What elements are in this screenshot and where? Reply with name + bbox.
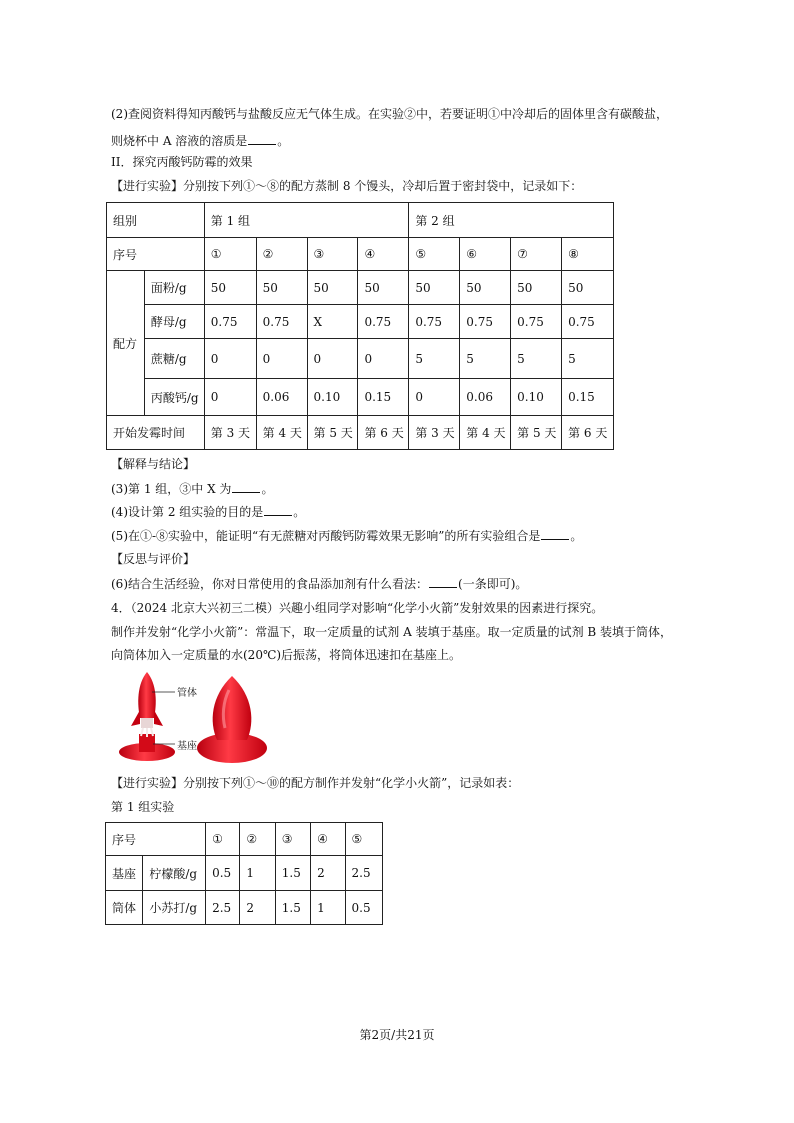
reflect-header-text: 【反思与评价】 [111, 552, 196, 566]
q5-line [111, 527, 582, 544]
table-cell: 1 [240, 856, 275, 891]
seq-label: 序号 [107, 238, 205, 271]
experiment-intro-text: 【进行实验】分别按下列①～⑧的配方蒸制 8 个馒头，冷却后置于密封袋中，记录如下： [111, 179, 583, 193]
row-name: 柠檬酸/g [143, 856, 206, 891]
group-label: 组别 [107, 203, 205, 238]
q4-title [111, 600, 603, 616]
table-cell: 0.75 [204, 305, 256, 339]
table-row-citric-acid [106, 856, 383, 891]
seq-cell: ⑧ [562, 238, 614, 271]
seq-cell: ③ [275, 823, 310, 856]
q6-line [111, 575, 527, 592]
group-1-title [111, 799, 174, 815]
table-cell: 50 [460, 271, 511, 305]
q2-text: (2)查阅资料得知丙酸钙与盐酸反应无气体生成。在实验②中，若要证明①中冷却后的固体里含有碳酸盐， [111, 107, 669, 121]
mold-experiment-table [106, 202, 614, 450]
rocket-figure [117, 670, 267, 766]
make-line-2 [111, 647, 461, 663]
answer-blank[interactable] [429, 575, 457, 588]
q6-text-pre: (6)结合生活经验，你对日常使用的食品添加剂有什么看法： [111, 577, 429, 591]
table-row-baking-soda [106, 891, 383, 925]
make-line-2-text: 向筒体加入一定质量的水(20℃)后振荡，将筒体迅速扣在基座上。 [111, 648, 462, 662]
table-cell: 第 6 天 [358, 416, 409, 450]
row-name: 蔗糖/g [144, 339, 204, 379]
table-row-sugar [107, 339, 614, 379]
table-row-calcium-propionate [107, 379, 614, 416]
answer-blank[interactable] [541, 527, 569, 540]
table-cell: 0.75 [358, 305, 409, 339]
table-cell: 2 [240, 891, 275, 925]
seq-cell: ⑦ [511, 238, 562, 271]
table-cell: 0.75 [409, 305, 460, 339]
table-cell: 0 [409, 379, 460, 416]
part-label: 筒体 [106, 891, 143, 925]
tube-label: 管体 [177, 688, 197, 699]
table-row-seq [107, 238, 614, 271]
table-cell: 50 [511, 271, 562, 305]
table-cell: 0 [307, 339, 358, 379]
table-cell: 50 [358, 271, 409, 305]
part-label: 基座 [106, 856, 143, 891]
table-cell: 2.5 [345, 856, 382, 891]
table-cell: 5 [511, 339, 562, 379]
q6-text-post: (一条即可)。 [458, 577, 528, 591]
q2-line2 [111, 132, 289, 149]
table-cell: 第 4 天 [460, 416, 511, 450]
make-line-1 [111, 624, 672, 640]
seq-cell: ② [240, 823, 275, 856]
table-cell: 第 3 天 [409, 416, 460, 450]
q3-text-pre: (3)第 1 组，③中 X 为 [111, 482, 232, 496]
section-ii-title [111, 154, 252, 170]
table-cell: 0.75 [511, 305, 562, 339]
group-2-header: 第 2 组 [409, 203, 614, 238]
table-cell: 2.5 [206, 891, 240, 925]
seq-label: 序号 [106, 823, 206, 856]
explain-header [111, 456, 195, 472]
q5-text-post: 。 [570, 529, 583, 543]
table-cell: 0.75 [460, 305, 511, 339]
table-cell: 0.10 [307, 379, 358, 416]
table-cell: 第 6 天 [562, 416, 614, 450]
seq-cell: ① [204, 238, 256, 271]
make-line-1-text: 制作并发射“化学小火箭”：常温下，取一定质量的试剂 A 装填于基座。取一定质量的试剂 B 装填于筒体， [111, 625, 673, 639]
answer-blank[interactable] [232, 480, 260, 493]
table-row-flour [107, 271, 614, 305]
experiment-2-intro-text: 【进行实验】分别按下列①～⑩的配方制作并发射“化学小火箭”，记录如表： [111, 776, 520, 790]
q2-line1 [111, 106, 668, 122]
table-cell: 50 [409, 271, 460, 305]
table-cell: 0.75 [562, 305, 614, 339]
table-cell: X [307, 305, 358, 339]
section-ii-text: II．探究丙酸钙防霉的效果 [111, 155, 253, 169]
row-name: 酵母/g [144, 305, 204, 339]
table-cell: 0.5 [206, 856, 240, 891]
q4-text-post: 。 [293, 505, 306, 519]
table-cell: 0 [204, 379, 256, 416]
table-cell: 0 [358, 339, 409, 379]
table-row-yeast [107, 305, 614, 339]
q4-text-pre: (4)设计第 2 组实验的目的是 [111, 505, 264, 519]
table-cell: 5 [460, 339, 511, 379]
table-cell: 0.75 [256, 305, 307, 339]
answer-blank[interactable] [264, 503, 292, 516]
seq-cell: ② [256, 238, 307, 271]
table-cell: 0.15 [562, 379, 614, 416]
table-cell: 50 [256, 271, 307, 305]
table-cell: 5 [562, 339, 614, 379]
table-cell: 50 [307, 271, 358, 305]
table-cell: 2 [311, 856, 345, 891]
q3-line [111, 480, 273, 497]
explain-header-text: 【解释与结论】 [111, 457, 196, 471]
recipe-label: 配方 [107, 271, 145, 416]
base-label: 基座 [177, 741, 197, 752]
table-cell: 1.5 [275, 856, 310, 891]
q4-line [111, 503, 305, 520]
table-cell: 0.5 [345, 891, 382, 925]
q2-text-pre: 则烧杯中 A 溶液的溶质是 [111, 134, 248, 148]
table-cell: 第 4 天 [256, 416, 307, 450]
page-number: 第2页/共21页 [359, 1028, 435, 1042]
seq-cell: ⑤ [409, 238, 460, 271]
q5-text-pre: (5)在①-⑧实验中，能证明“有无蔗糖对丙酸钙防霉效果无影响”的所有实验组合是 [111, 529, 541, 543]
table-cell: 0.06 [460, 379, 511, 416]
table-cell: 0.10 [511, 379, 562, 416]
row-name: 面粉/g [144, 271, 204, 305]
table-cell: 50 [562, 271, 614, 305]
experiment-2-intro [111, 775, 519, 791]
row-name: 小苏打/g [143, 891, 206, 925]
seq-cell: ① [206, 823, 240, 856]
table-cell: 0 [256, 339, 307, 379]
experiment-intro [111, 178, 582, 194]
table-cell: 第 3 天 [204, 416, 256, 450]
table-cell: 50 [204, 271, 256, 305]
seq-cell: ⑤ [345, 823, 382, 856]
table-cell: 0.06 [256, 379, 307, 416]
reflect-header [111, 551, 195, 567]
seq-cell: ③ [307, 238, 358, 271]
table-row-seq [106, 823, 383, 856]
q4-title-text: 4．（2024 北京大兴初三二模）兴趣小组同学对影响“化学小火箭”发射效果的因素进行探究。 [111, 601, 604, 615]
table-row-mold-time [107, 416, 614, 450]
table-cell: 1 [311, 891, 345, 925]
table-row-group [107, 203, 614, 238]
rocket-experiment-table [105, 822, 383, 925]
seq-cell: ④ [358, 238, 409, 271]
seq-cell: ⑥ [460, 238, 511, 271]
table-cell: 0.15 [358, 379, 409, 416]
group-1-header: 第 1 组 [204, 203, 409, 238]
table-cell: 1.5 [275, 891, 310, 925]
table-cell: 第 5 天 [511, 416, 562, 450]
seq-cell: ④ [311, 823, 345, 856]
table-cell: 0 [204, 339, 256, 379]
table-cell: 5 [409, 339, 460, 379]
answer-blank[interactable] [248, 132, 276, 145]
row-name: 丙酸钙/g [144, 379, 204, 416]
mold-time-label: 开始发霉时间 [107, 416, 205, 450]
q3-text-post: 。 [261, 482, 274, 496]
table-cell: 第 5 天 [307, 416, 358, 450]
q2-text-post: 。 [277, 134, 290, 148]
page-footer [0, 1026, 794, 1043]
group-1-title-text: 第 1 组实验 [111, 800, 175, 814]
